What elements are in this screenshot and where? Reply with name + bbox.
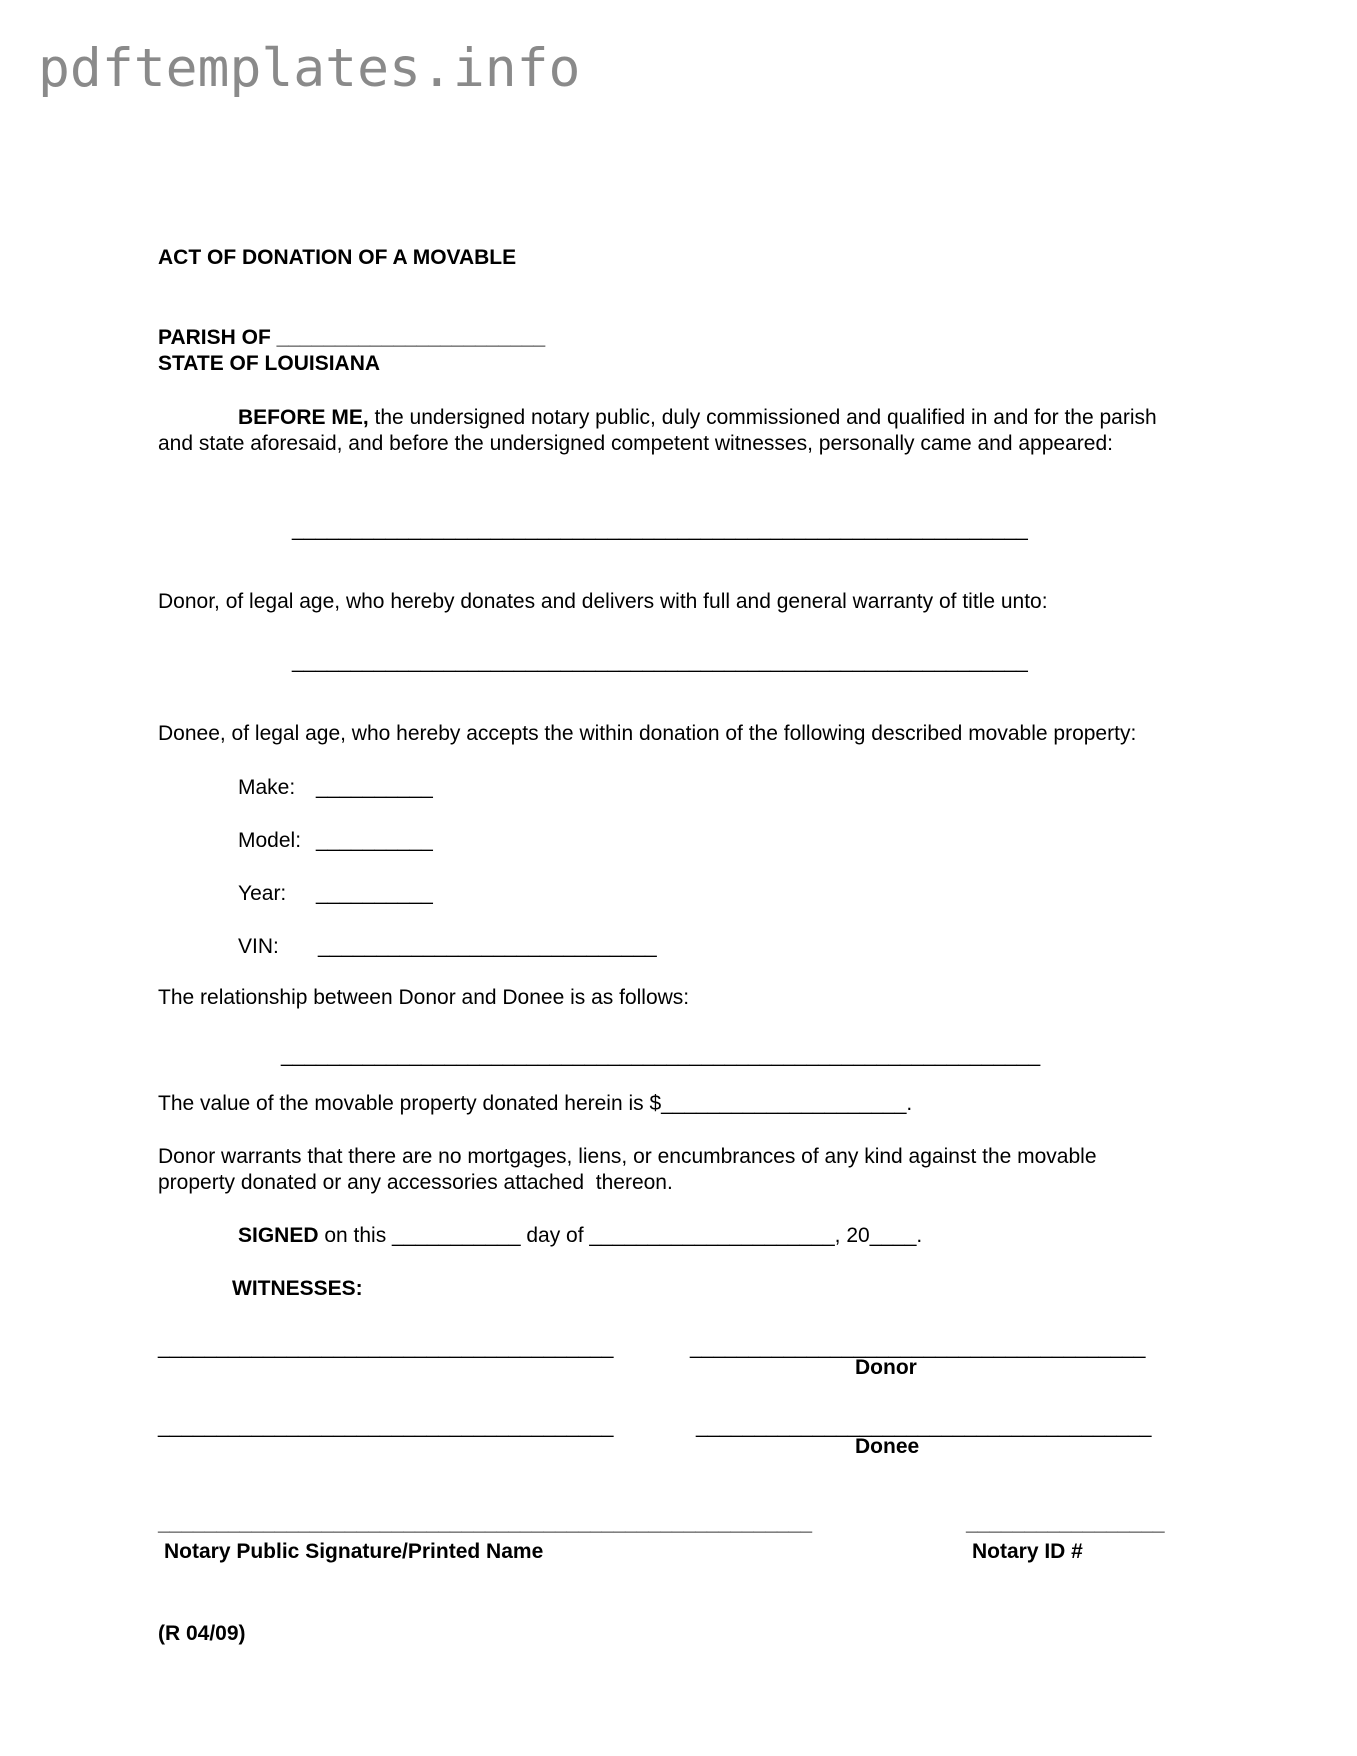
year-label: Year: [238,882,287,905]
witnesses-label: WITNESSES: [232,1277,363,1300]
watermark-logo: pdftemplates.info [38,38,581,99]
make-blank: __________ [316,776,433,799]
revision-code: (R 04/09) [158,1622,246,1645]
notary-signature-line: ________________________________________________________ [158,1512,813,1535]
notary-signature-label: Notary Public Signature/Printed Name [164,1540,544,1563]
donee-clause: Donee, of legal age, who hereby accepts the within donation of the following described movable property: [158,722,1137,745]
donor-signature-label: Donor [855,1356,917,1379]
model-label: Model: [238,829,302,852]
donee-signature-line: _______________________________________ [696,1415,1152,1438]
notary-id-label: Notary ID # [972,1540,1083,1563]
donor-clause: Donor, of legal age, who hereby donates and delivers with full and general warranty of title unto: [158,590,1048,613]
document-title: ACT OF DONATION OF A MOVABLE [158,246,517,269]
year-blank: __________ [316,882,433,905]
vin-blank: _____________________________ [318,935,657,958]
before-me-text: the undersigned notary public, duly commissioned and qualified in and for the parish and state aforesaid, and before the undersigned competent witnesses, personally came and appeared: [158,406,1157,455]
vin-label: VIN: [238,935,279,958]
donee-signature-label: Donee [855,1435,920,1458]
relationship-text: The relationship between Donor and Donee is as follows: [158,986,690,1009]
state-line: STATE OF LOUISIANA [158,352,381,375]
make-label: Make: [238,776,296,799]
signed-date-blanks: on this ___________ day of _____________________, 20____. [318,1224,923,1247]
parish-field: PARISH OF _______________________ [158,326,546,349]
model-blank: __________ [316,829,433,852]
donor-signature-line: _______________________________________ [690,1336,1146,1359]
before-me-paragraph [158,405,1158,457]
warranty-text-line-1: Donor warrants that there are no mortgages, liens, or encumbrances of any kind against the movable [158,1145,1097,1168]
signed-label: SIGNED [238,1224,319,1247]
donee-name-blank: _______________________________________________________________ [292,650,1028,673]
donor-name-blank: _______________________________________________________________ [292,518,1028,541]
signed-line [238,1224,922,1248]
warranty-text-line-2: property donated or any accessories attached thereon. [158,1171,673,1194]
before-me-label: BEFORE ME, [238,406,369,429]
value-text: The value of the movable property donated herein is $_____________________. [158,1092,913,1115]
relationship-blank: _________________________________________________________________ [281,1044,1041,1067]
witness-signature-line-1: _______________________________________ [158,1336,614,1359]
witness-signature-line-2: _______________________________________ [158,1415,614,1438]
notary-id-line: _________________ [966,1512,1165,1535]
